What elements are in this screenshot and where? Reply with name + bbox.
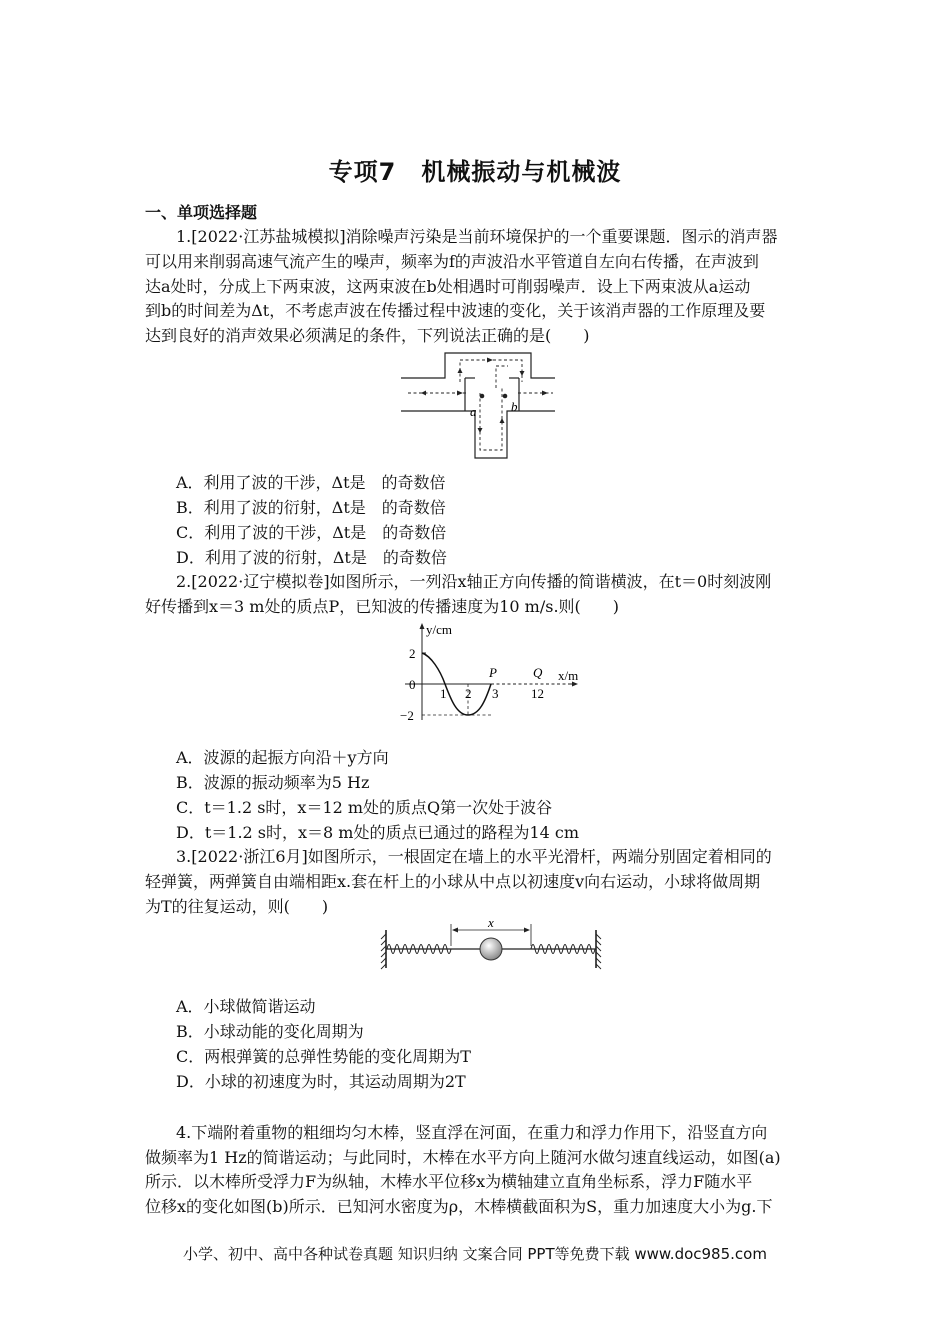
q1-text-line: 达到良好的消声效果必须满足的条件，下列说法正确的是( ): [145, 326, 590, 345]
q3-option-d[interactable]: D．小球的初速度为时，其运动周期为2T: [176, 1072, 466, 1091]
x-tick-3: 3: [492, 686, 499, 701]
spring-ball-diagram: [378, 916, 603, 974]
q3-option-c[interactable]: C．两根弹簧的总弹性势能的变化周期为T: [176, 1047, 471, 1066]
q2-option-b[interactable]: B．波源的振动频率为5 Hz: [176, 773, 370, 792]
y-axis-arrow: [420, 623, 425, 629]
point-q-label: Q: [533, 665, 543, 680]
q1-text-line: 达a处时，分成上下两束波，这两束波在b处相遇时可削弱噪声．设上下两束波从a运动: [145, 277, 751, 296]
x-tick-2: 2: [465, 686, 472, 701]
direction-arrows: [421, 358, 548, 434]
q3-option-a[interactable]: A．小球做简谐运动: [176, 997, 316, 1016]
q2-option-d[interactable]: D．t＝1.2 s时，x＝8 m处的质点已通过的路程为14 cm: [176, 823, 580, 842]
y-axis-label: y/cm: [426, 622, 452, 637]
wave-graph: [395, 620, 585, 728]
q1-text-line: 可以用来削弱高速气流产生的噪声，频率为f的声波沿水平管道自左向右传播，在声波到: [145, 252, 759, 271]
q3-text-line: 轻弹簧，两弹簧自由端相距x.套在杆上的小球从中点以初速度v向右运动，小球将做周期: [145, 872, 761, 891]
q1-option-b[interactable]: B．利用了波的衍射，Δt是 的奇数倍: [176, 498, 446, 517]
page-title: 专项7 机械振动与机械波: [328, 158, 622, 186]
y-tick-0: 0: [409, 677, 416, 692]
y-tick-neg2: −2: [400, 708, 414, 723]
point-b-label: b: [511, 399, 518, 414]
distance-label: x: [488, 916, 494, 930]
q3-text-line: 为T的往复运动，则( ): [145, 897, 329, 916]
q3-text-line: 3.[2022·浙江6月]如图所示，一根固定在墙上的水平光滑杆，两端分别固定着相同的: [176, 847, 772, 866]
y-tick-2: 2: [409, 646, 416, 661]
q1-option-c[interactable]: C．利用了波的干涉，Δt是 的奇数倍: [176, 523, 447, 542]
q2-text-line: 好传播到x＝3 m处的质点P，已知波的传播速度为10 m/s.则( ): [145, 597, 620, 616]
q3-option-b[interactable]: B．小球动能的变化周期为: [176, 1022, 364, 1041]
x-tick-12: 12: [531, 686, 544, 701]
x-axis-label: x/m: [558, 668, 579, 683]
x-tick-1: 1: [440, 686, 447, 701]
muffler-diagram: [398, 348, 558, 463]
q1-text-line: 1.[2022·江苏盐城模拟]消除噪声污染是当前环境保护的一个重要课题．图示的消声器: [176, 227, 778, 246]
q4-text-line: 位移x的变化如图(b)所示．已知河水密度为ρ，木棒横截面积为S，重力加速度大小为g.下: [145, 1197, 773, 1216]
q4-text-line: 4.下端附着重物的粗细均匀木棒，竖直浮在河面，在重力和浮力作用下，沿竖直方向: [176, 1123, 768, 1142]
q2-option-c[interactable]: C．t＝1.2 s时，x＝12 m处的质点Q第一次处于波谷: [176, 798, 553, 817]
point-a-dot: [480, 394, 485, 399]
muffler-walls: [401, 353, 555, 458]
q4-text-line: 所示．以木棒所受浮力F为纵轴，木棒水平位移x为横轴建立直角坐标系，浮力F随水平: [145, 1172, 753, 1191]
q2-text-line: 2.[2022·辽宁模拟卷]如图所示，一列沿x轴正方向传播的简谐横波，在t＝0时刻波刚: [176, 572, 772, 591]
point-b-dot: [503, 394, 508, 399]
q4-text-line: 做频率为1 Hz的简谐运动；与此同时，木棒在水平方向上随河水做匀速直线运动，如图(a): [145, 1148, 781, 1167]
q1-text-line: 到b的时间差为Δt，不考虑声波在传播过程中波速的变化，关于该消声器的工作原理及要: [145, 301, 766, 320]
q1-option-a[interactable]: A．利用了波的干涉，Δt是 的奇数倍: [176, 473, 446, 492]
point-a-label: a: [470, 404, 477, 419]
q2-option-a[interactable]: A．波源的起振方向沿＋y方向: [176, 748, 389, 767]
point-p-label: P: [489, 665, 497, 680]
section-heading: 一、单项选择题: [145, 203, 258, 222]
q1-option-d[interactable]: D．利用了波的衍射，Δt是 的奇数倍: [176, 548, 447, 567]
page-footer: 小学、初中、高中各种试卷真题 知识归纳 文案合同 PPT等免费下载 www.doc985.com: [183, 1245, 767, 1263]
ball: [480, 938, 502, 960]
